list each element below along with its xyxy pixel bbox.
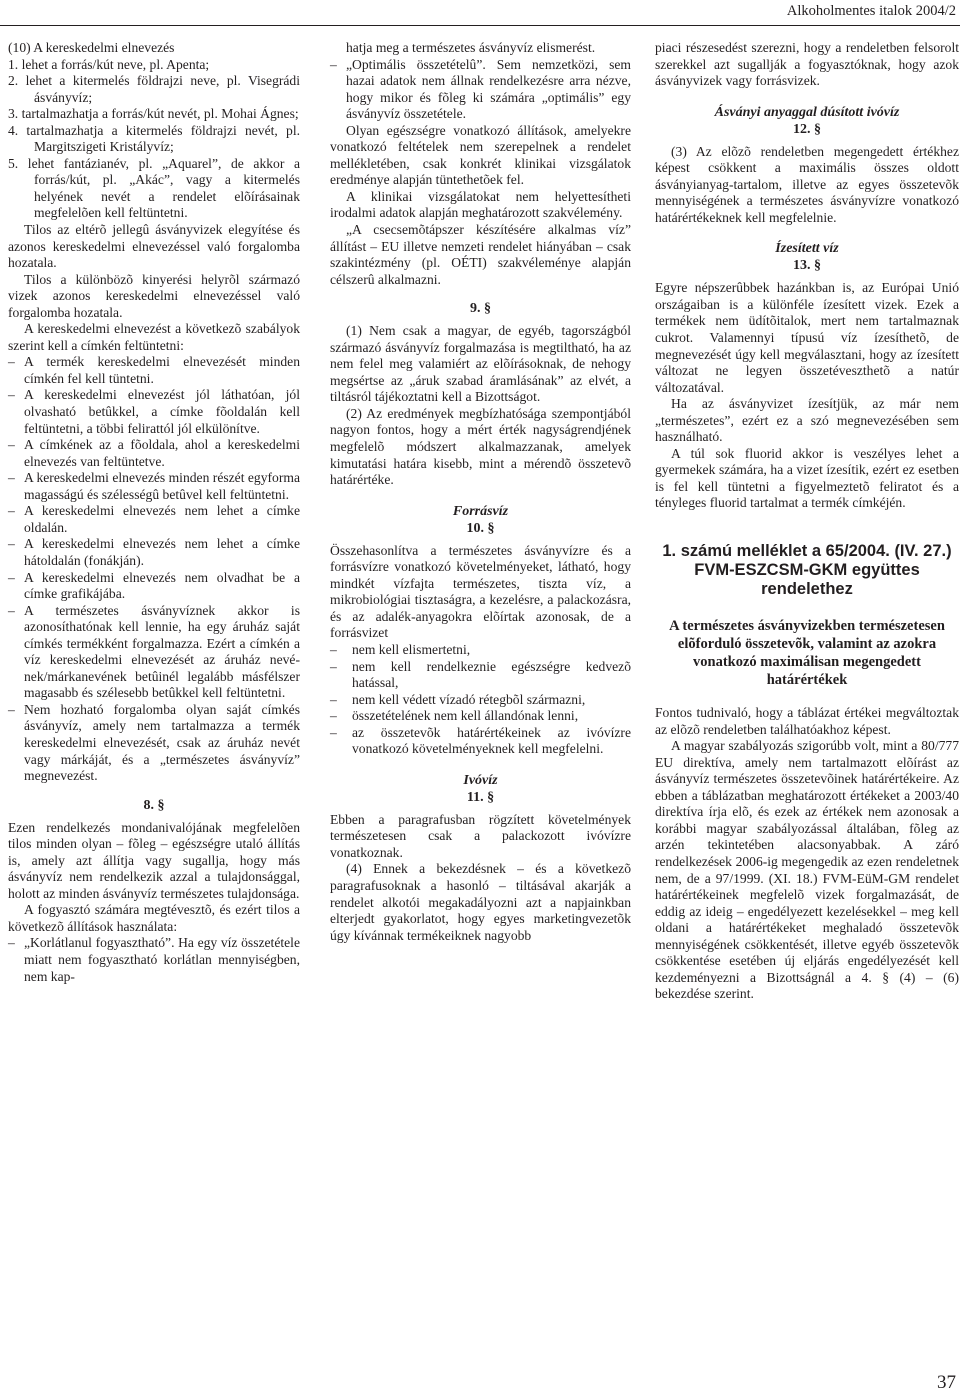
paragraph: piaci részesedést szerezni, hogy a rendeletben felsorolt szerekkel azt sugallják a fogyasztóknak, hogy azok ásványvizek vagy forrásvizek. — [655, 40, 959, 89]
numbered-item: 1. lehet a forrás/kút neve, pl. Apenta; — [8, 56, 210, 72]
dash-item-text: összetételének nem kell állandónak lenni, — [352, 708, 579, 724]
dash-bullet: – — [330, 658, 337, 674]
section-title: Forrásvíz — [452, 503, 509, 519]
dash-list-item — [8, 503, 300, 536]
text-column-2 — [330, 40, 631, 944]
running-head-title: Alkoholmentes italok 2004/2 — [786, 3, 956, 19]
numbered-item: 3. tartalmazhatja a forrás/kút nevét, pl. Mohai Ágnes; — [8, 106, 299, 122]
text-column-1 — [8, 40, 300, 985]
paragraph: Ha az ásványvizet ízesítjük, az már nem „természetes”, ezért ez a szó megnevezésében sem használható. — [655, 396, 959, 445]
dash-list-item — [8, 935, 300, 985]
dash-item-text: nem kell védett vízadó rétegbõl származni, — [352, 691, 586, 707]
dash-list-item — [330, 725, 631, 758]
numbered-item: 2. lehet a kitermelés földrajzi neve, pl. Visegrádi ásványvíz; — [8, 73, 300, 105]
dash-item-text: Nem hozható forgalomba olyan saját címkés ásványvíz, amely nem tartalmazza a termék kereskedelmi elnevezését, csak az áruház nevét vagy márkáját, és a „természetes ásványvíz” megnevezést. — [24, 701, 300, 784]
dash-bullet: – — [8, 569, 15, 585]
list-item-continuation: hatja meg a természetes ásványvíz elismerést. — [346, 40, 596, 55]
dash-bullet: – — [330, 691, 337, 707]
paragraph: A túl sok fluorid akkor is veszélyes lehet a gyermekek számára, ha a vizet ízesítik, ezért ez esetben is fel kell tüntetni a figyelmeztetõ feliratot és a tényleges fluorid tartalmat a termék címkéjén. — [655, 445, 959, 511]
paragraph: Ezen rendelkezés mondanivalójának megfelelõen tilos minden olyan – fõleg – egészségre utaló állítás is, amely azt állítja vagy sugallja, hogy más ásványvíz nem rendelkezik azzal a tulajdonsággal, holott az minden ásványvíz természetes tulajdonsága. — [8, 819, 300, 901]
dash-item-text: A kereskedelmi elnevezés nem lehet a címke oldalán. — [24, 503, 300, 535]
paragraph: Egyre népszerûbbek hazánkban is, az Európai Unió országaiban is a különféle ízesített vizek. Ezek a termékek nem üdítõitalok, mert nem tartalmaznak cukrot. Valamennyi típusú víz ízesíthetõ, de megnevezését úgy kell megválasztani, hogy az ízesített változat ne legyen összetéveszthetõ a natúr változatával. — [655, 280, 959, 395]
dash-bullet: – — [330, 56, 337, 72]
paragraph: (2) Az eredmények megbízhatósága szempontjából nagyon fontos, hogy a mért érték nagyságrendjének megfelelõ módszert alkalmazzanak, amelyek kimutatási határa kisebb, mint a mérendõ összetevõ határértéke. — [330, 405, 631, 488]
dash-bullet: – — [330, 708, 337, 724]
paragraph: Tilos a különbözõ kinyerési helyrõl származó vizek azonos kereskedelmi elnevezéssel való forgalomba hozatala. — [8, 271, 300, 320]
paragraph: Olyan egészségre vonatkozó állítások, amelyekre vonatkozó feltételek nem szerepelnek a rendelet mellékletében, csak konkrét klinikai vizsgálatok eredménye alapján tüntethetõek fel. — [330, 122, 631, 188]
paragraph: (10) A kereskedelmi elnevezés — [8, 40, 175, 55]
dash-item-text: az összetevõk határértékeinek az ivóvízre vonatkozó követelményeknek kell megfelelni. — [352, 724, 631, 757]
dash-list-item — [8, 603, 300, 702]
page-number: 37 — [937, 1372, 956, 1393]
section-number: 13. § — [793, 258, 821, 274]
numbered-item: 5. lehet fantázianév, pl. „Aquarel”, de akkor a forrás/kút, pl. „Akác”, vagy a kitermelés helyének nevét a rendelet elõírásainak megfelelõen kell feltüntetni. — [8, 155, 300, 221]
dash-bullet: – — [8, 602, 15, 618]
paragraph: „A csecsemõtápszer készítésére alkalmas víz” állítást – EU illetve nemzeti rendelet hiányában – csak szakintézmény (pl. OÉTI) szakvéleménye alapján célszerû alkalmazni. — [330, 222, 631, 287]
annex-title: 1. számú melléklet a 65/2004. (IV. 27.) FVM-ESZCSM-GKM együttes rendelethez — [662, 542, 952, 599]
dash-list-item — [8, 470, 300, 503]
dash-item-text: A termék kereskedelmi elnevezését minden címkén fel kell tüntetni. — [24, 354, 300, 386]
dash-bullet: – — [8, 387, 15, 403]
header-rule — [0, 25, 960, 26]
dash-bullet: – — [330, 724, 337, 740]
dash-list-item — [8, 702, 300, 785]
paragraph: (4) Ennek a bekezdésnek – és a következõ paragrafusoknak a hasonló – tiltásával akarják a rendelet alkotói megakadályozni azt a napjainkban elterjedt gyakorlatot, hogy egyes marketingvezetõk úgy kívánnak termékeiknek nagyobb — [330, 861, 631, 943]
section-title: Ásványi anyaggal dúsított ivóvíz — [714, 104, 900, 120]
dash-item-text: A természetes ásványvíznek akkor is azonosíthatónak kell lennie, ha egy áruház saját címkés termékként forgalmazza. Ezért a címkén a víz kereskedelmi elnevezését az áruház nevé-nek/márkanevének betûinél legalább másfélszer magasabb és szélesebb betûkkel kell feltüntetni. — [24, 602, 300, 701]
text-column-3 — [655, 40, 959, 1003]
numbered-item: 4. tartalmazhatja a kitermelés földrajzi nevét, pl. Margitszigeti Kristályvíz; — [8, 122, 300, 155]
dash-list-item — [330, 692, 631, 709]
paragraph: (1) Nem csak a magyar, de egyéb, tagországból származó ásványvíz forgalmazása is megtiltható, ha az nem felel meg valamiért az elõírásoknak, de nehogy megsértse az „áruk szabad áramlásának” az elvét, a tiltásról tájékoztatni kell a Bizottságot. — [330, 323, 631, 405]
dash-list-item — [8, 570, 300, 603]
section-number: 9. § — [470, 301, 491, 317]
dash-bullet: – — [8, 437, 15, 453]
paragraph: Összehasonlítva a természetes ásványvízre és a forrásvízre vonatkozó követelményeket, látható, hogy mindkét vízfajta természetes, tiszta víz, a mikrobiológiai tisztaságra, a kezelésre, a palackozásra, és az adalék-anyagokra elõírtak azonosak, de a forrásvizet — [330, 542, 631, 641]
dash-list-item — [330, 708, 631, 725]
dash-list-item — [8, 536, 300, 569]
section-number: 11. § — [466, 789, 495, 805]
dash-item-text: nem kell elismertetni, — [352, 641, 471, 657]
dash-item-text: nem kell rendelkeznie egészségre kedvezõ hatással, — [352, 658, 631, 691]
dash-list-item — [330, 659, 631, 692]
dash-item-text: A kereskedelmi elnevezést jól láthatóan, jól olvasható betûkkel, a címke fõoldalán kell feltüntetni, a többi felirattól jól elkülönítve. — [24, 387, 300, 436]
paragraph: Fontos tudnivaló, hogy a táblázat értékei megváltoztak az elõzõ rendeletben találhatóakhoz képest. — [655, 705, 959, 737]
section-number: 12. § — [793, 121, 821, 137]
dash-item-text: A kereskedelmi elnevezés nem lehet a címke hátoldalán (fonákján). — [24, 536, 300, 568]
paragraph: A fogyasztó számára megtévesztõ, és ezért tilos a következõ állítások használata: — [8, 902, 300, 934]
dash-bullet: – — [8, 935, 15, 951]
dash-list-item — [8, 387, 300, 437]
paragraph: A kereskedelmi elnevezést a következõ szabályok szerint kell a címkén feltüntetni: — [8, 321, 300, 353]
dash-bullet: – — [8, 503, 15, 519]
dash-list-item — [8, 354, 300, 387]
paragraph: A magyar szabályozás szigorúbb volt, mint a 80/777 EU direktíva, amely nem tartalmazott elõírást az ásványvíz természetes összetevõinek határértékeire. Az ebben a táblázatban meghatározott értékeket a 2003/40 direktíva írja elõ, és ezek az értékek nem azonosak a korábbi magyar szabályozással általában, fõleg az arzén tekintetében alacsonyabbak. A záró rendelkezések 2006-ig megengedik az ezen rendeletnek nem, de a 97/1999. (XI. 18.) FVM-EüM-GM rendelet határértékeinek megfelelõ vizek forgalmazását, de eddig az ideig – engedélyezett kezelésekkel – meg kell oldani a határértékeket meghaladó összetevõk mennyiségének csökkentését, illetve egyéb összetevõk csökkentése esetében új eljárás engedélyezését kell kezdeményezni a Bizottságnál a 4. § (4) – (6) bekezdése szerint. — [655, 738, 959, 1002]
annex-subtitle: A természetes ásványvizekben természetesen elõforduló összetevõk, valamint az azokra vonatkozó maximálisan megengedett határértékek — [669, 618, 945, 689]
dash-item-text: „Optimális összetételû”. Sem nemzetközi, sem hazai adatok nem állnak rendelkezésre arra nézve, hogy mikor és fõleg ki számára „optimális” egy ásványvíz összetétele. — [346, 56, 631, 122]
dash-item-text: A címkének az a fõoldala, ahol a kereskedelmi elnevezés van feltüntetve. — [24, 437, 300, 469]
section-number: 10. § — [466, 520, 495, 536]
dash-list-item — [330, 642, 631, 659]
dash-list-item — [330, 57, 631, 123]
dash-bullet: – — [8, 354, 15, 370]
paragraph: Ebben a paragrafusban rögzített követelmények természetesen csak a palackozott ivóvízre vonatkoznak. — [330, 811, 631, 860]
dash-bullet: – — [8, 701, 15, 717]
paragraph: (3) Az elõzõ rendeletben megengedett értékhez képest csökkent a maximális összes oldott ásványianyag-tartalom, illetve az egyes összetevõk mennyiségének a természetes ásványvízre vonatkozó határértékeknek kell megfelelnie. — [655, 143, 959, 225]
dash-bullet: – — [8, 470, 15, 486]
dash-bullet: – — [330, 641, 337, 657]
section-number: 8. § — [143, 797, 165, 813]
section-title: Ízesített víz — [775, 241, 839, 257]
paragraph: A klinikai vizsgálatokat nem helyettesítheti irodalmi adatok alapján meghatározott szakvélemény. — [330, 188, 631, 221]
section-title: Ivóvíz — [463, 772, 498, 788]
dash-bullet: – — [8, 536, 15, 552]
paragraph: Tilos az eltérõ jellegû ásványvizek elegyítése és azonos kereskedelmi elnevezéssel való forgalomba hozatala. — [8, 222, 300, 271]
dash-item-text: A kereskedelmi elnevezés minden részét egyforma magasságú és szélességû betûvel kell feltüntetni. — [24, 470, 300, 502]
dash-item-text: „Korlátlanul fogyasztható”. Ha egy víz összetétele miatt nem fogyasztható korlátlan mennyiségben, nem kap- — [24, 935, 300, 984]
dash-list-item — [8, 437, 300, 470]
dash-item-text: A kereskedelmi elnevezés nem olvadhat be a címke grafikájába. — [24, 569, 300, 602]
